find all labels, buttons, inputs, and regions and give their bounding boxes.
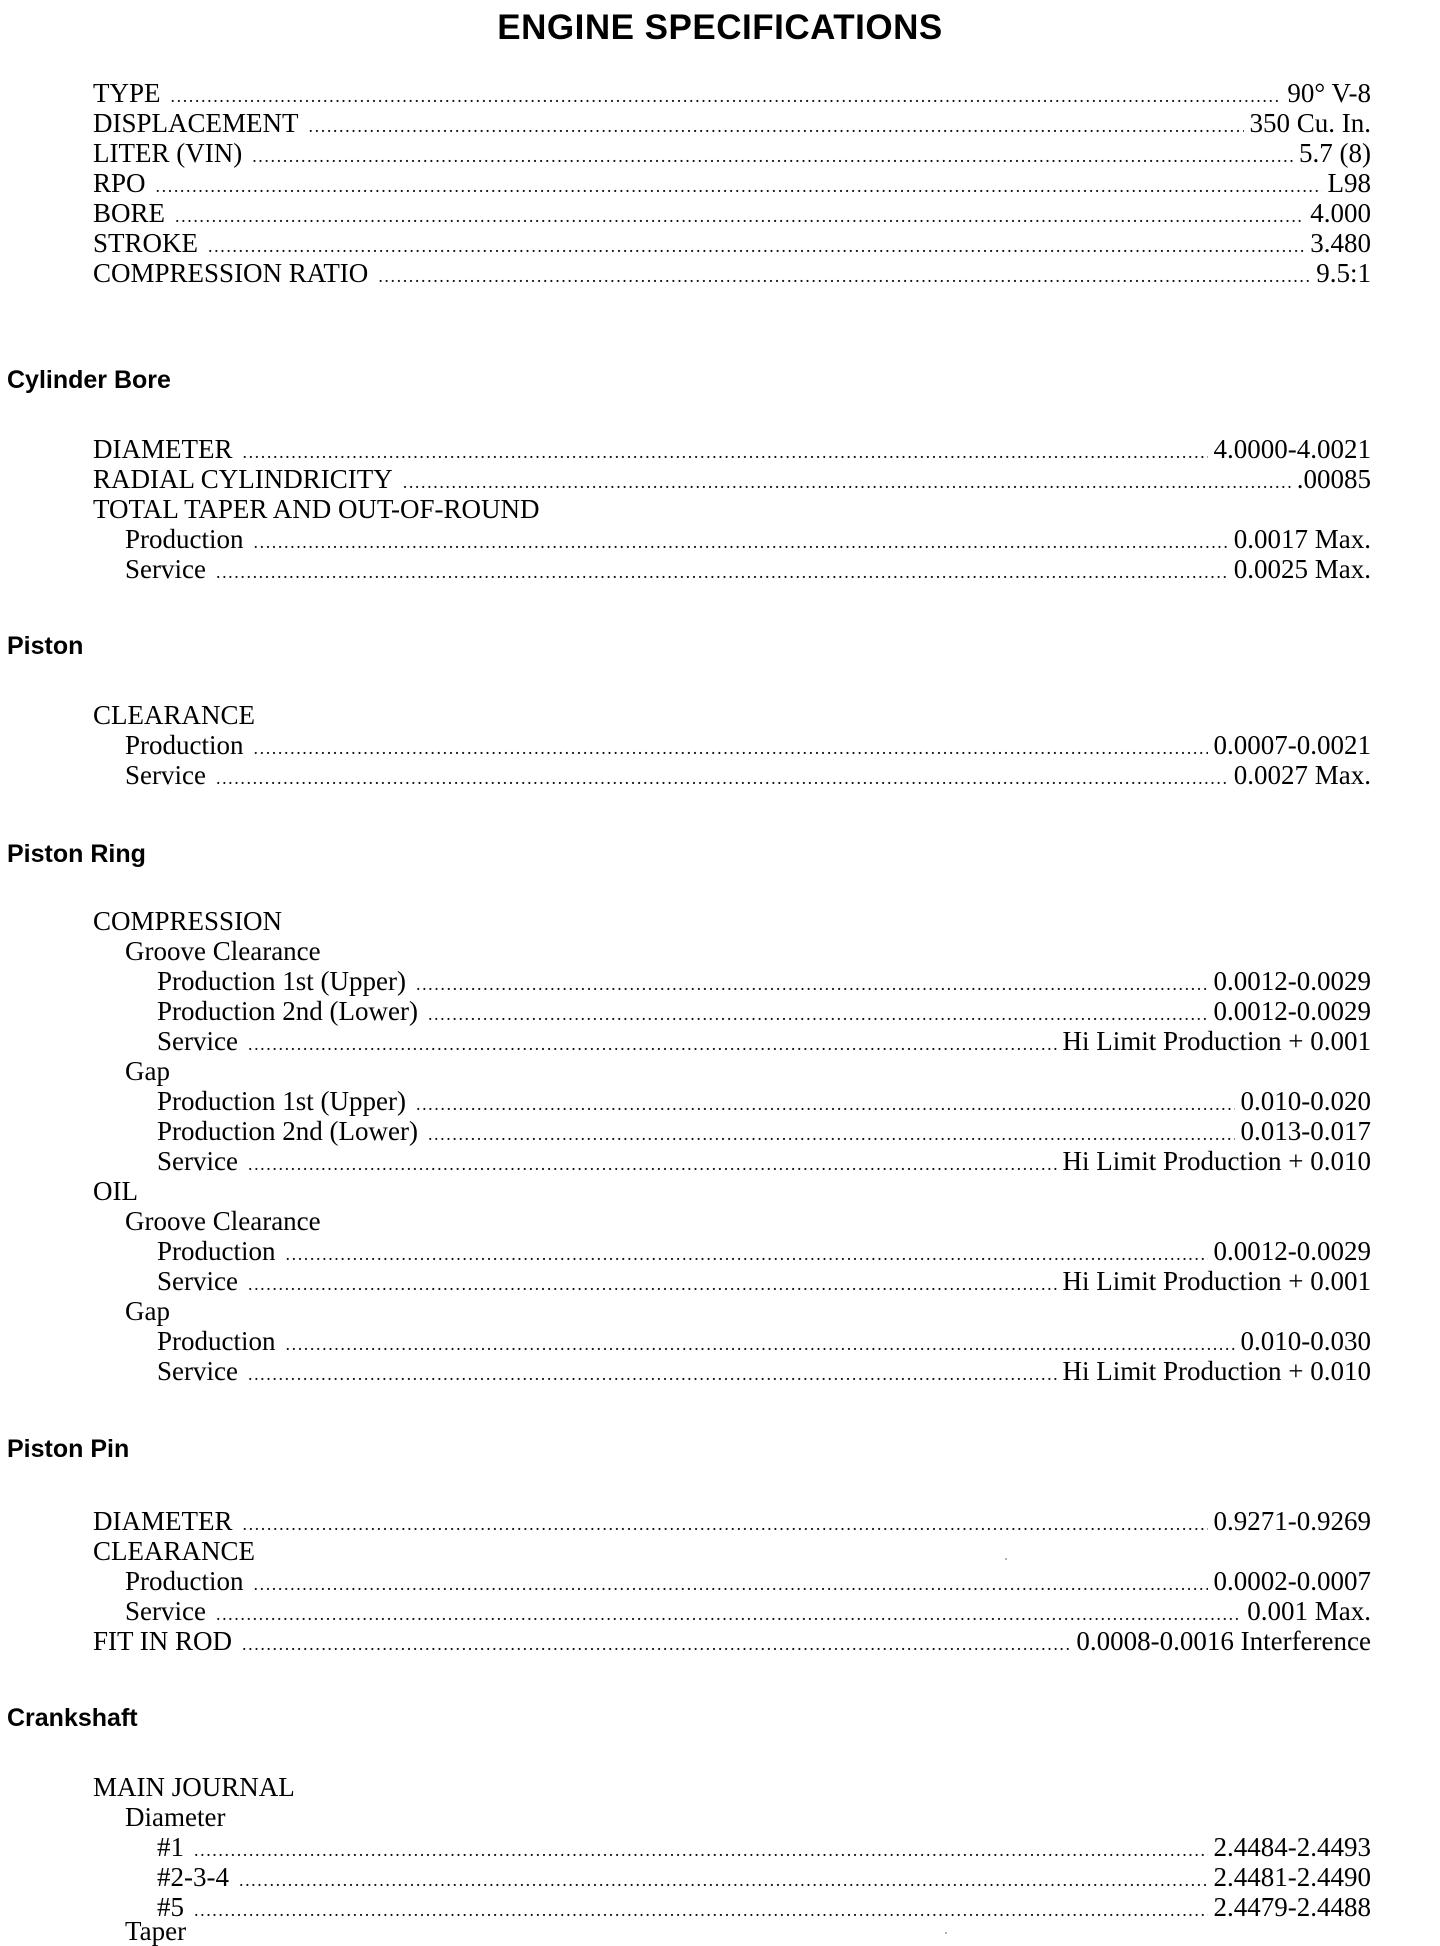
- spec-row-bore-diameter: [93, 434, 1371, 464]
- dot-leader: [254, 1569, 1208, 1599]
- scan-speck: [945, 1932, 947, 1934]
- spec-value: 0.0012-0.0029: [1213, 996, 1371, 1026]
- spec-label: Production: [125, 1566, 244, 1596]
- dot-leader: [428, 1119, 1235, 1149]
- spec-row-pin-diameter: [93, 1506, 1371, 1536]
- section-heading-cylinder-bore: Cylinder Bore: [7, 366, 171, 394]
- spec-row-radial-cylindricity: [93, 464, 1371, 494]
- dot-leader: [309, 111, 1244, 141]
- spec-value: .00085: [1296, 464, 1371, 494]
- section-heading-piston-ring: Piston Ring: [7, 840, 146, 868]
- spec-label: Service: [125, 1596, 206, 1626]
- spec-value: 5.7 (8): [1299, 138, 1371, 168]
- dot-leader: [194, 1895, 1208, 1925]
- spec-row-oil-groove-prod: [157, 1236, 1371, 1266]
- spec-value: Hi Limit Production + 0.010: [1062, 1146, 1371, 1176]
- spec-row-taper-service: [125, 554, 1371, 584]
- dot-leader: [286, 1239, 1208, 1269]
- spec-value: 9.5:1: [1316, 258, 1371, 288]
- spec-value: 2.4481-2.4490: [1213, 1862, 1371, 1892]
- spec-label: Production: [125, 730, 244, 760]
- spec-label: #1: [157, 1832, 184, 1862]
- subheading-taper: Taper: [125, 1916, 187, 1946]
- spec-row-comp-groove-prod2: [157, 996, 1371, 1026]
- spec-label: RPO: [93, 168, 146, 198]
- dot-leader: [248, 1029, 1057, 1059]
- spec-row-liter: [93, 138, 1371, 168]
- spec-value: 0.9271-0.9269: [1213, 1506, 1371, 1536]
- spec-label: Production 1st (Upper): [157, 1086, 406, 1116]
- dot-leader: [216, 763, 1228, 793]
- spec-value: 3.480: [1310, 228, 1371, 258]
- dot-leader: [252, 141, 1293, 171]
- spec-row-stroke: [93, 228, 1371, 258]
- spec-value: 0.0012-0.0029: [1213, 966, 1371, 996]
- dot-leader: [416, 969, 1208, 999]
- spec-value: 90° V-8: [1287, 78, 1371, 108]
- spec-label: FIT IN ROD: [93, 1626, 233, 1656]
- spec-value: Hi Limit Production + 0.001: [1062, 1026, 1371, 1056]
- subheading-oil-groove-clearance: Groove Clearance: [125, 1206, 321, 1236]
- spec-value: 0.0017 Max.: [1233, 524, 1371, 554]
- subheading-total-taper: TOTAL TAPER AND OUT-OF-ROUND: [93, 494, 540, 524]
- spec-row-compression-ratio: [93, 258, 1371, 288]
- spec-value: Hi Limit Production + 0.001: [1062, 1266, 1371, 1296]
- spec-value: 0.010-0.030: [1240, 1326, 1371, 1356]
- spec-row-fit-in-rod: [93, 1626, 1371, 1656]
- section-heading-piston-pin: Piston Pin: [7, 1435, 130, 1463]
- spec-row-oil-gap-prod: [157, 1326, 1371, 1356]
- dot-leader: [216, 557, 1228, 587]
- spec-value: 4.0000-4.0021: [1213, 434, 1371, 464]
- spec-value: 0.013-0.017: [1240, 1116, 1371, 1146]
- dot-leader: [208, 231, 1304, 261]
- spec-row-comp-gap-service: [157, 1146, 1371, 1176]
- dot-leader: [242, 437, 1207, 467]
- spec-row-displacement: [93, 108, 1371, 138]
- dot-leader: [175, 201, 1304, 231]
- subheading-oil-gap: Gap: [125, 1296, 170, 1326]
- dot-leader: [194, 1835, 1208, 1865]
- spec-value: 0.0008-0.0016 Interference: [1076, 1626, 1371, 1656]
- dot-leader: [378, 261, 1310, 291]
- subheading-oil: OIL: [93, 1176, 138, 1206]
- dot-leader: [242, 1509, 1207, 1539]
- section-heading-piston: Piston: [7, 632, 84, 660]
- subheading-comp-gap: Gap: [125, 1056, 170, 1086]
- spec-label: Service: [157, 1356, 238, 1386]
- spec-label: Service: [157, 1026, 238, 1056]
- spec-row-rpo: [93, 168, 1371, 198]
- spec-label: DISPLACEMENT: [93, 108, 299, 138]
- spec-label: DIAMETER: [93, 1506, 233, 1536]
- spec-label: Production 2nd (Lower): [157, 1116, 418, 1146]
- spec-value: 2.4484-2.4493: [1213, 1832, 1371, 1862]
- dot-leader: [171, 81, 1282, 111]
- dot-leader: [248, 1359, 1057, 1389]
- dot-leader: [156, 171, 1322, 201]
- spec-value: 0.0002-0.0007: [1213, 1566, 1371, 1596]
- spec-row-journal-234: [157, 1862, 1371, 1892]
- dot-leader: [428, 999, 1208, 1029]
- spec-label: RADIAL CYLINDRICITY: [93, 464, 393, 494]
- dot-leader: [248, 1149, 1057, 1179]
- spec-row-comp-gap-prod1: [157, 1086, 1371, 1116]
- spec-value: 4.000: [1310, 198, 1371, 228]
- spec-row-bore: [93, 198, 1371, 228]
- spec-row-journal-5: [157, 1892, 1371, 1922]
- spec-label: #5: [157, 1892, 184, 1922]
- spec-label: Production 1st (Upper): [157, 966, 406, 996]
- dot-leader: [254, 733, 1208, 763]
- spec-label: #2-3-4: [157, 1862, 229, 1892]
- subheading-pin-clearance: CLEARANCE: [93, 1536, 255, 1566]
- spec-value: 0.0025 Max.: [1233, 554, 1371, 584]
- spec-value: 0.0027 Max.: [1233, 760, 1371, 790]
- subheading-piston-clearance: CLEARANCE: [93, 700, 255, 730]
- spec-row-piston-production: [125, 730, 1371, 760]
- spec-row-type: [93, 78, 1371, 108]
- spec-value: Hi Limit Production + 0.010: [1062, 1356, 1371, 1386]
- spec-label: Production 2nd (Lower): [157, 996, 418, 1026]
- spec-label: Service: [157, 1266, 238, 1296]
- dot-leader: [416, 1089, 1235, 1119]
- spec-label: Service: [157, 1146, 238, 1176]
- spec-row-pin-service: [125, 1596, 1371, 1626]
- subheading-main-journal: MAIN JOURNAL: [93, 1772, 295, 1802]
- spec-row-comp-groove-service: [157, 1026, 1371, 1056]
- spec-value: L98: [1327, 168, 1371, 198]
- spec-row-comp-groove-prod1: [157, 966, 1371, 996]
- dot-leader: [403, 467, 1291, 497]
- spec-value: 0.0012-0.0029: [1213, 1236, 1371, 1266]
- spec-value: 0.0007-0.0021: [1213, 730, 1371, 760]
- spec-label: Production: [157, 1236, 276, 1266]
- spec-value: 0.010-0.020: [1240, 1086, 1371, 1116]
- page-title: ENGINE SPECIFICATIONS: [497, 8, 943, 47]
- spec-label: TYPE: [93, 78, 161, 108]
- spec-row-journal-1: [157, 1832, 1371, 1862]
- spec-row-oil-groove-service: [157, 1266, 1371, 1296]
- spec-row-comp-gap-prod2: [157, 1116, 1371, 1146]
- dot-leader: [254, 527, 1228, 557]
- spec-label: Production: [125, 524, 244, 554]
- section-heading-crankshaft: Crankshaft: [7, 1704, 138, 1732]
- spec-row-piston-service: [125, 760, 1371, 790]
- spec-label: COMPRESSION RATIO: [93, 258, 369, 288]
- subheading-compression: COMPRESSION: [93, 906, 283, 936]
- dot-leader: [248, 1269, 1057, 1299]
- dot-leader: [286, 1329, 1235, 1359]
- spec-row-taper-production: [125, 524, 1371, 554]
- subheading-diameter: Diameter: [125, 1802, 226, 1832]
- spec-label: STROKE: [93, 228, 199, 258]
- spec-value: 2.4479-2.4488: [1213, 1892, 1371, 1922]
- spec-label: Service: [125, 554, 206, 584]
- spec-row-oil-gap-service: [157, 1356, 1371, 1386]
- spec-label: Production: [157, 1326, 276, 1356]
- spec-value: 350 Cu. In.: [1249, 108, 1371, 138]
- subheading-comp-groove-clearance: Groove Clearance: [125, 936, 321, 966]
- spec-row-pin-production: [125, 1566, 1371, 1596]
- spec-label: LITER (VIN): [93, 138, 243, 168]
- spec-label: BORE: [93, 198, 166, 228]
- dot-leader: [239, 1865, 1208, 1895]
- spec-label: Service: [125, 760, 206, 790]
- dot-leader: [242, 1629, 1070, 1659]
- spec-value: 0.001 Max.: [1247, 1596, 1371, 1626]
- scan-speck: [1005, 1558, 1007, 1560]
- dot-leader: [216, 1599, 1241, 1629]
- spec-label: DIAMETER: [93, 434, 233, 464]
